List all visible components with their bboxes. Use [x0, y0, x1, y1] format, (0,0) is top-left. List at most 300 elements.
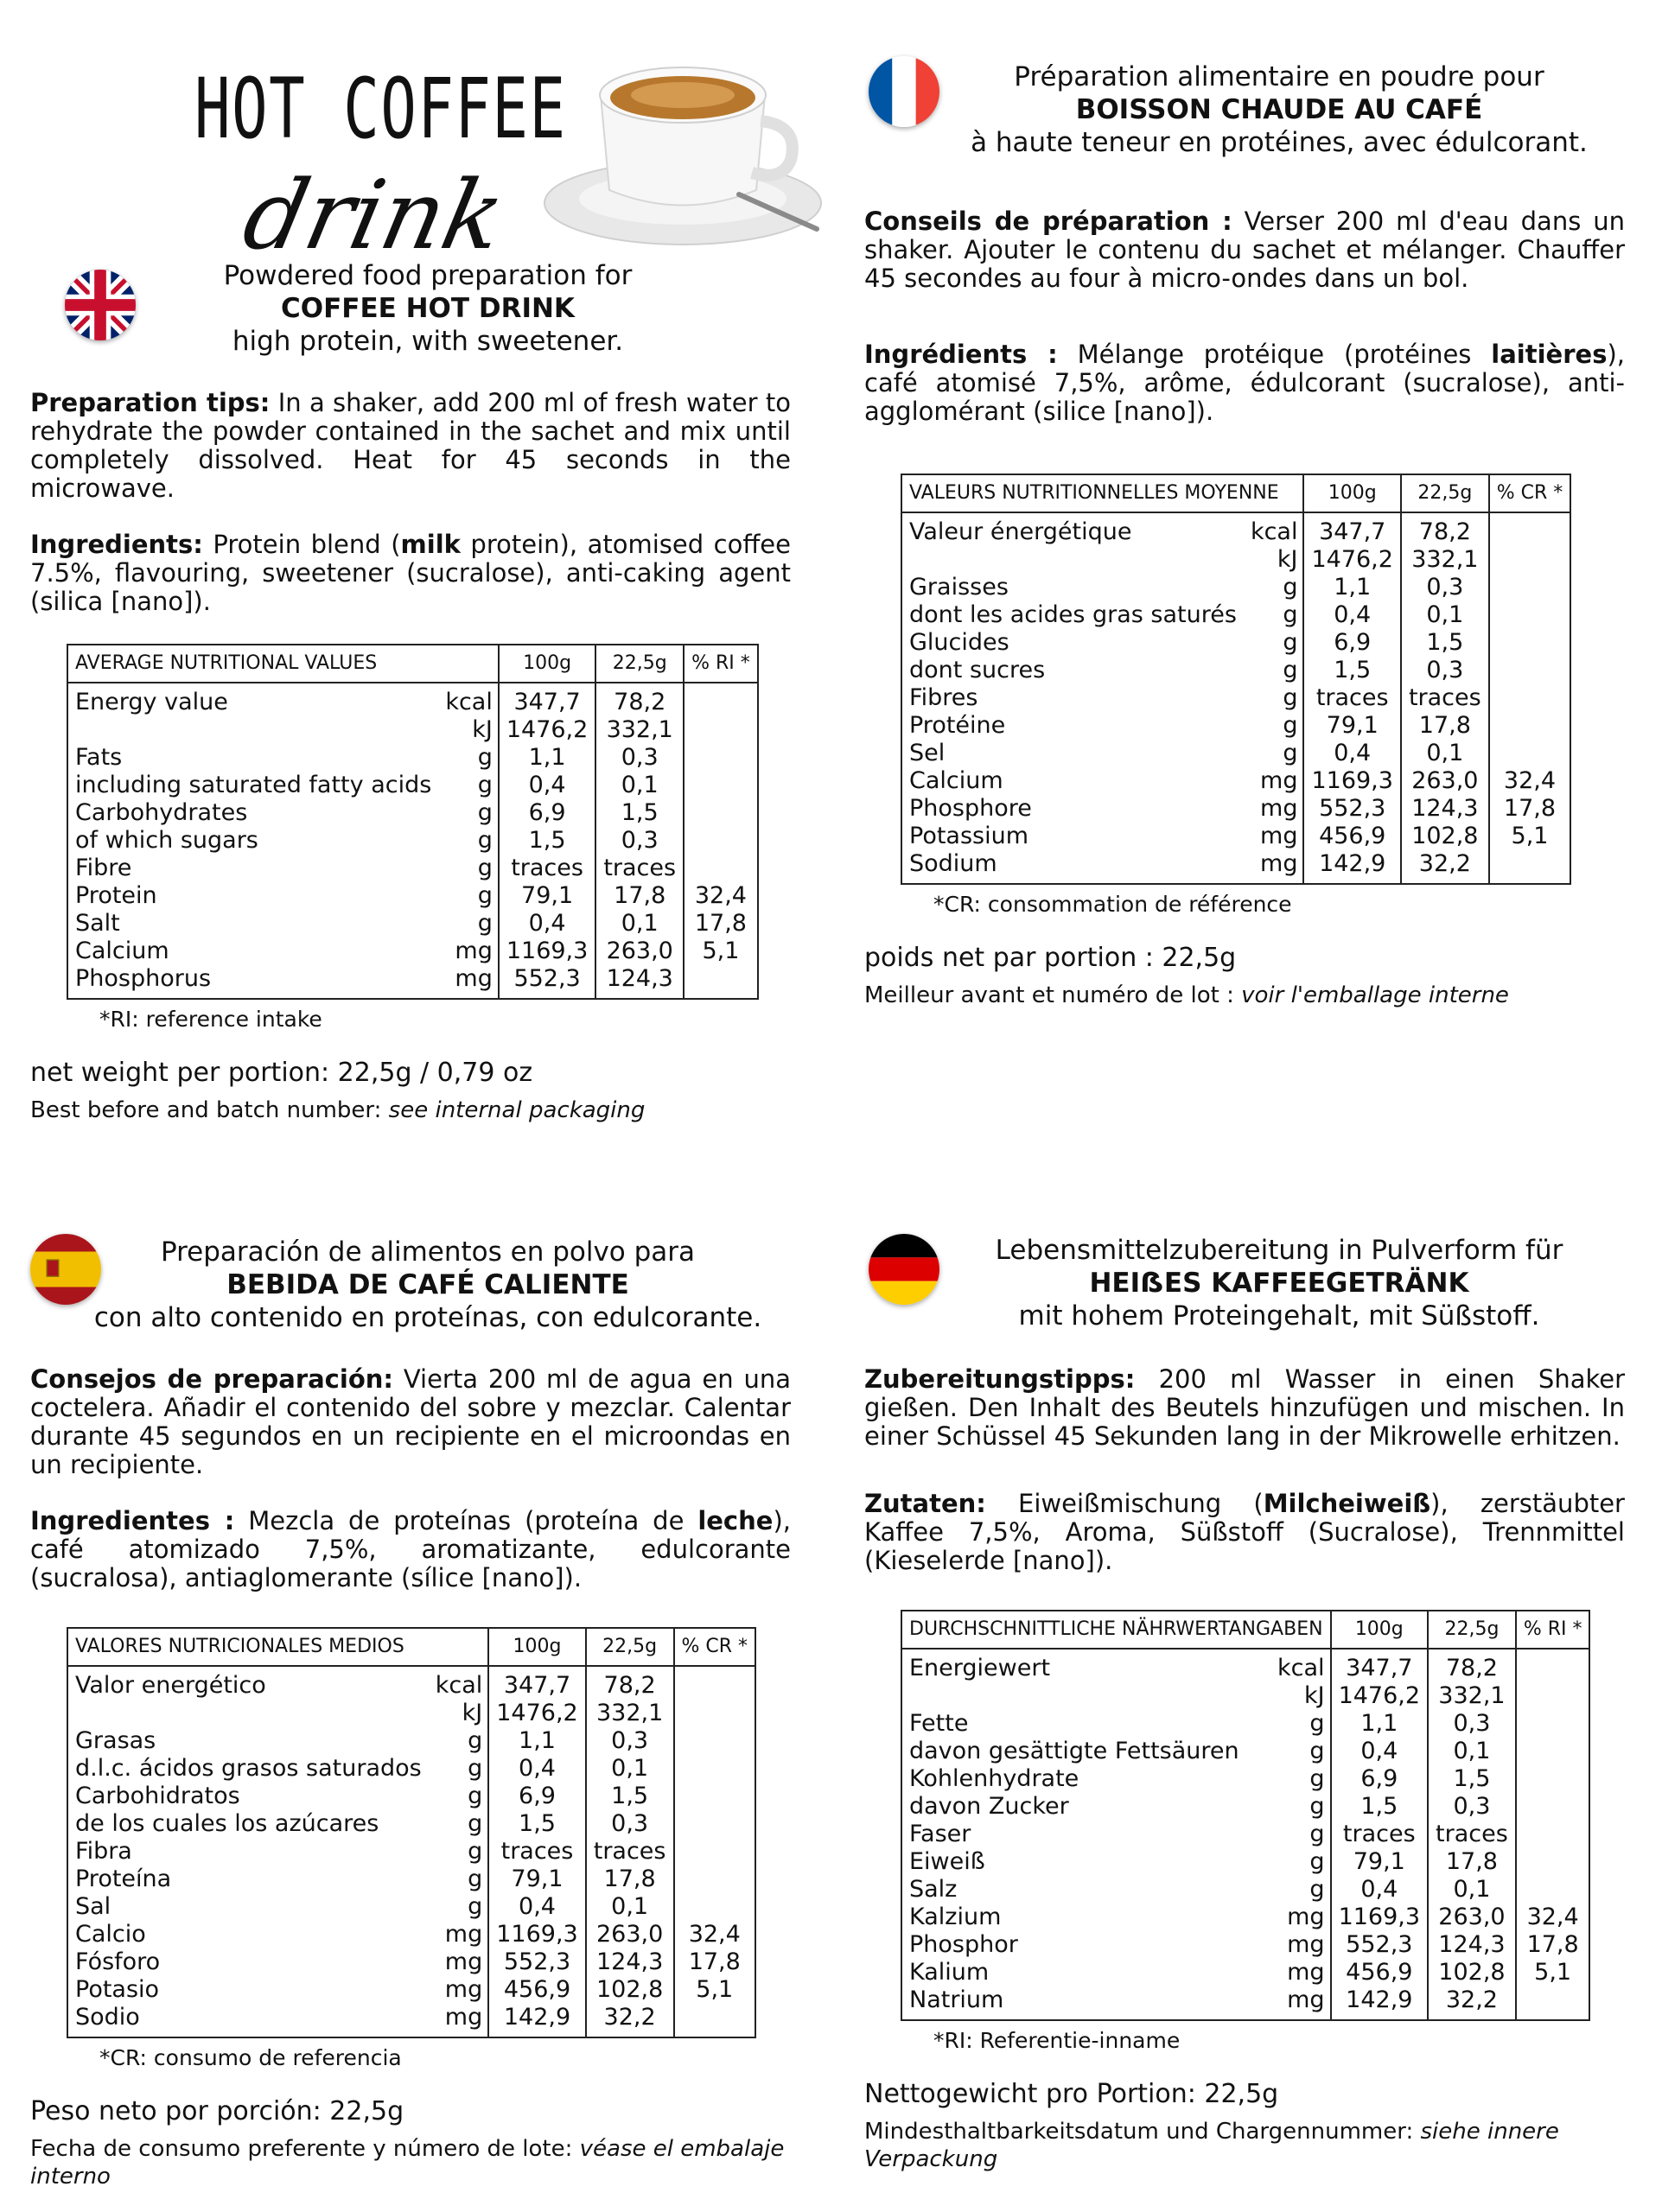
reference-intake: 5,1: [1516, 1959, 1590, 1986]
table-row: [901, 1682, 1589, 1710]
unit: kcal: [435, 1672, 483, 1699]
reference-intake: 32,4: [674, 1921, 756, 1948]
reference-intake: [674, 1810, 756, 1838]
unit: g: [477, 772, 493, 798]
nutrient-label: Salt: [67, 910, 438, 938]
prep-text: In a shaker, add 200 ml of fresh water to rehydrate the powder contained in the sachet and mix until completely dissolved. Heat for 45 seconds in the microwave.: [30, 388, 791, 503]
title-line-3: high protein, with sweetener.: [232, 326, 624, 357]
best-italic: siehe innere Verpackung: [864, 2119, 1559, 2172]
coffee-cup-image: [540, 43, 825, 251]
unit: kcal: [1277, 1655, 1325, 1681]
table-row: [901, 795, 1570, 823]
unit: kJ: [1303, 1682, 1325, 1709]
value-100g: traces: [488, 1838, 585, 1866]
value-portion: 332,1: [1428, 1682, 1516, 1710]
title-area-en: [30, 259, 791, 389]
table-row: [67, 1976, 755, 2004]
nutrient-label: [67, 1700, 429, 1727]
ing-bold: milk: [400, 530, 461, 559]
ing-label: Zutaten:: [864, 1489, 986, 1518]
value-portion: 0,3: [1401, 657, 1489, 684]
nutrient-label: including saturated fatty acids: [67, 772, 438, 799]
value-portion: 78,2: [595, 683, 684, 716]
value-100g: 1,5: [499, 827, 595, 855]
title-line-1: Lebensmittelzubereitung in Pulverform für: [995, 1235, 1563, 1266]
ing-bold: leche: [697, 1506, 774, 1535]
table-row: [67, 965, 758, 999]
table-header-0: VALEURS NUTRITIONNELLES MOYENNE: [901, 474, 1303, 512]
unit: mg: [455, 965, 493, 992]
preparation-fr: [864, 207, 1625, 293]
title-line-1: Preparación de alimentos en polvo para: [160, 1236, 696, 1268]
value-100g: 0,4: [499, 772, 595, 799]
prep-label: Preparation tips:: [30, 388, 271, 417]
nutrient-label: Potassium: [901, 823, 1244, 850]
table-row: [67, 799, 758, 827]
reference-intake: [684, 744, 758, 772]
value-100g: 552,3: [1331, 1931, 1428, 1959]
prep-text: Verser 200 ml d'eau dans un shaker. Ajouter le contenu du sachet et mélanger. Chauffer 45 secondes au four à micro-ondes dans un bol.: [864, 207, 1625, 293]
value-portion: 0,3: [1428, 1793, 1516, 1821]
best-before-de: [864, 2118, 1625, 2173]
nutrient-label: dont sucres: [901, 657, 1244, 684]
value-100g: 552,3: [499, 965, 595, 999]
prep-label: Zubereitungstipps:: [864, 1364, 1136, 1394]
value-portion: 0,3: [1401, 574, 1489, 601]
nutrient-label: Calcio: [67, 1921, 429, 1948]
nutrient-label: [67, 716, 438, 744]
reference-intake: [684, 772, 758, 799]
value-portion: 1,5: [595, 799, 684, 827]
unit: g: [468, 1755, 483, 1782]
unit: mg: [1287, 1931, 1325, 1958]
value-portion: 0,3: [1428, 1710, 1516, 1738]
value-portion: 102,8: [1428, 1959, 1516, 1986]
unit: g: [468, 1810, 483, 1837]
reference-intake: [674, 1783, 756, 1810]
section-spanish: [30, 1210, 791, 2190]
nutrient-label: Valor energético: [67, 1666, 429, 1700]
nutrient-label: Fósforo: [67, 1948, 429, 1976]
nutrient-label: Calcium: [67, 938, 438, 965]
best-before-fr: [864, 982, 1625, 1009]
value-100g: 142,9: [488, 2004, 585, 2037]
value-100g: traces: [1331, 1821, 1428, 1848]
nutrient-label: Phosphor: [901, 1931, 1267, 1959]
table-row: [901, 850, 1570, 884]
nutrient-label: davon gesättigte Fettsäuren: [901, 1738, 1267, 1765]
reference-intake: [1516, 1738, 1590, 1765]
table-row: [67, 1666, 755, 1700]
value-portion: 17,8: [586, 1866, 674, 1893]
section-french: [864, 35, 1625, 1009]
value-portion: 0,1: [1428, 1738, 1516, 1765]
reference-intake: [1516, 1848, 1590, 1876]
nutrient-label: d.l.c. ácidos grasos saturados: [67, 1755, 429, 1783]
nutrient-label: Glucides: [901, 629, 1244, 657]
logo-area: [30, 35, 791, 270]
table-row: [67, 683, 758, 716]
nutrient-label: davon Zucker: [901, 1793, 1267, 1821]
section-german: [864, 1210, 1625, 2173]
unit: g: [468, 1838, 483, 1865]
value-portion: 332,1: [1401, 546, 1489, 574]
value-portion: 17,8: [1401, 712, 1489, 740]
table-row: [67, 772, 758, 799]
nutrient-label: Fibres: [901, 684, 1244, 712]
uk-flag-icon: [65, 270, 136, 340]
unit: kJ: [1277, 546, 1298, 573]
nutrient-label: [901, 1682, 1267, 1710]
unit: g: [477, 799, 493, 826]
reference-intake: 32,4: [1516, 1904, 1590, 1931]
reference-intake: [1516, 1986, 1590, 2020]
reference-intake: [1516, 1649, 1590, 1682]
unit: g: [468, 1727, 483, 1754]
nutrient-label: Graisses: [901, 574, 1244, 601]
best-label: Fecha de consumo preferente y número de lote:: [30, 2136, 580, 2162]
table-row: [67, 744, 758, 772]
reference-intake: [674, 1866, 756, 1893]
value-100g: 347,7: [1303, 512, 1400, 546]
nutrient-label: Phosphore: [901, 795, 1244, 823]
nutrient-label: Sodio: [67, 2004, 429, 2037]
table-header-3: % RI *: [1516, 1611, 1590, 1649]
preparation-en: [30, 389, 791, 503]
table-row: [901, 629, 1570, 657]
value-100g: 142,9: [1331, 1986, 1428, 2020]
value-100g: 1,1: [1331, 1710, 1428, 1738]
reference-intake: [1489, 601, 1571, 629]
table-row: [901, 1710, 1589, 1738]
title-line-2: HEIẞES KAFFEEGETRÄNK: [1089, 1268, 1469, 1299]
ing-post: protein), atomised coffee 7.5%, flavouring, sweetener (sucralose), anti-caking agent (silica [nano]).: [30, 530, 791, 616]
nutrient-label: Sal: [67, 1893, 429, 1921]
nutrient-label: Eiweiß: [901, 1848, 1267, 1876]
unit: g: [477, 910, 493, 937]
unit: mg: [1287, 1904, 1325, 1930]
value-portion: 78,2: [1401, 512, 1489, 546]
nutrient-label: Sodium: [901, 850, 1244, 884]
ing-label: Ingrédients :: [864, 340, 1058, 369]
nutrient-label: Natrium: [901, 1986, 1267, 2020]
reference-intake: [1489, 684, 1571, 712]
title-area-de: [864, 1210, 1625, 1339]
unit: kJ: [472, 716, 493, 743]
value-portion: traces: [586, 1838, 674, 1866]
value-100g: 79,1: [488, 1866, 585, 1893]
nutrient-label: Valeur énergétique: [901, 512, 1244, 546]
net-weight-de: Nettogewicht pro Portion: 22,5g: [864, 2079, 1279, 2109]
nutrient-label: Faser: [901, 1821, 1267, 1848]
reference-intake: 17,8: [1489, 795, 1571, 823]
value-100g: 1,5: [1303, 657, 1400, 684]
table-header-1: 100g: [488, 1628, 585, 1666]
reference-intake: [674, 1727, 756, 1755]
value-100g: 456,9: [1303, 823, 1400, 850]
nutrient-label: Calcium: [901, 767, 1244, 795]
table-header-3: % CR *: [1489, 474, 1571, 512]
best-before-en: [30, 1096, 791, 1124]
ing-pre: Mélange protéique (protéines: [1057, 340, 1492, 369]
value-100g: 1476,2: [1303, 546, 1400, 574]
value-portion: 32,2: [1401, 850, 1489, 884]
table-header-2: 22,5g: [595, 645, 684, 683]
table-row: [67, 1700, 755, 1727]
title-area-fr: [864, 35, 1625, 173]
reference-intake: 5,1: [674, 1976, 756, 2004]
value-100g: 6,9: [1303, 629, 1400, 657]
reference-intake: 5,1: [1489, 823, 1571, 850]
table-header-1: 100g: [1303, 474, 1400, 512]
value-100g: 456,9: [488, 1976, 585, 2004]
table-row: [901, 512, 1570, 546]
value-portion: 0,1: [1401, 740, 1489, 767]
nutrition-table-es: [67, 1627, 756, 2038]
unit: kJ: [462, 1700, 483, 1726]
nutrient-label: Salz: [901, 1876, 1267, 1904]
nutrient-label: Carbohydrates: [67, 799, 438, 827]
prep-label: Consejos de preparación:: [30, 1364, 393, 1394]
nutrient-label: de los cuales los azúcares: [67, 1810, 429, 1838]
value-100g: 347,7: [488, 1666, 585, 1700]
reference-intake: [1489, 740, 1571, 767]
table-row: [67, 1948, 755, 1976]
value-portion: 1,5: [586, 1783, 674, 1810]
reference-intake: [674, 1893, 756, 1921]
table-row: [901, 1959, 1589, 1986]
reference-intake: [684, 799, 758, 827]
footnote-de: *RI: Referentie-inname: [933, 2028, 1181, 2053]
table-row: [67, 938, 758, 965]
unit: g: [477, 827, 493, 854]
unit: g: [468, 1893, 483, 1920]
value-portion: traces: [595, 855, 684, 882]
table-row: [67, 1921, 755, 1948]
table-row: [67, 882, 758, 910]
table-header-3: % CR *: [674, 1628, 756, 1666]
ing-post: ), café atomizado 7,5%, aromatizante, edulcorante (sucralosa), antiaglomerante (sílice [nano]).: [30, 1506, 791, 1592]
value-portion: 0,1: [1428, 1876, 1516, 1904]
best-italic: véase el embalaje interno: [30, 2136, 785, 2190]
value-portion: 263,0: [1401, 767, 1489, 795]
reference-intake: 17,8: [674, 1948, 756, 1976]
table-row: [67, 1838, 755, 1866]
value-100g: 347,7: [499, 683, 595, 716]
unit: g: [1309, 1793, 1325, 1820]
table-header-1: 100g: [1331, 1611, 1428, 1649]
nutrient-label: Fibre: [67, 855, 438, 882]
nutrient-label: Energy value: [67, 683, 438, 716]
unit: g: [1283, 684, 1298, 711]
unit: g: [477, 882, 493, 909]
table-row: [901, 684, 1570, 712]
table-row: [901, 546, 1570, 574]
ing-pre: Mezcla de proteínas (proteína de: [234, 1506, 698, 1535]
table-row: [67, 1893, 755, 1921]
table-row: [901, 1649, 1589, 1682]
unit: g: [1309, 1710, 1325, 1737]
reference-intake: [674, 1666, 756, 1700]
unit: g: [1283, 712, 1298, 739]
unit: kcal: [445, 689, 493, 715]
value-portion: 1,5: [1428, 1765, 1516, 1793]
table-row: [901, 657, 1570, 684]
value-100g: 1,5: [1331, 1793, 1428, 1821]
value-100g: 1,1: [1303, 574, 1400, 601]
value-100g: 552,3: [1303, 795, 1400, 823]
value-portion: 78,2: [586, 1666, 674, 1700]
value-portion: 124,3: [595, 965, 684, 999]
prep-text: Vierta 200 ml de agua en una coctelera. Añadir el contenido del sobre y mezclar. Calentar durante 45 segundos en un recipiente en el microondas en un recipiente.: [30, 1364, 791, 1479]
table-row: [901, 1848, 1589, 1876]
footnote-en: *RI: reference intake: [99, 1007, 322, 1032]
value-portion: 0,3: [595, 827, 684, 855]
reference-intake: [1489, 629, 1571, 657]
title-area-es: [30, 1210, 791, 1339]
table-row: [901, 1765, 1589, 1793]
table-row: [901, 601, 1570, 629]
unit: g: [477, 855, 493, 881]
value-100g: 79,1: [1303, 712, 1400, 740]
unit: g: [1283, 574, 1298, 601]
reference-intake: [1516, 1821, 1590, 1848]
table-header-2: 22,5g: [1428, 1611, 1516, 1649]
reference-intake: 32,4: [1489, 767, 1571, 795]
ing-bold: Milcheiweiß: [1263, 1489, 1431, 1518]
table-header-0: DURCHSCHNITTLICHE NÄHRWERTANGABEN: [901, 1611, 1331, 1649]
table-row: [901, 1738, 1589, 1765]
reference-intake: 32,4: [684, 882, 758, 910]
footnote-fr: *CR: consommation de référence: [933, 892, 1292, 917]
reference-intake: [1489, 574, 1571, 601]
reference-intake: [1489, 512, 1571, 546]
value-100g: 1476,2: [1331, 1682, 1428, 1710]
value-100g: 79,1: [1331, 1848, 1428, 1876]
value-100g: 1476,2: [499, 716, 595, 744]
unit: mg: [1260, 823, 1298, 849]
value-100g: 1,1: [488, 1727, 585, 1755]
reference-intake: 17,8: [684, 910, 758, 938]
title-line-2: COFFEE HOT DRINK: [281, 293, 575, 324]
nutrient-label: Proteína: [67, 1866, 429, 1893]
nutrient-label: Protein: [67, 882, 438, 910]
unit: g: [468, 1866, 483, 1892]
ing-pre: Protein blend (: [202, 530, 401, 559]
value-portion: 102,8: [586, 1976, 674, 2004]
value-portion: 263,0: [595, 938, 684, 965]
value-portion: traces: [1401, 684, 1489, 712]
unit: mg: [1260, 767, 1298, 794]
nutrition-table-de: [901, 1610, 1590, 2021]
table-row: [67, 1727, 755, 1755]
title-fr: [933, 60, 1625, 159]
value-portion: 332,1: [586, 1700, 674, 1727]
value-100g: 0,4: [1303, 740, 1400, 767]
reference-intake: [674, 1755, 756, 1783]
table-row: [67, 1783, 755, 1810]
value-100g: 6,9: [488, 1783, 585, 1810]
unit: mg: [1287, 1959, 1325, 1986]
value-100g: 6,9: [499, 799, 595, 827]
value-portion: 124,3: [1428, 1931, 1516, 1959]
table-header-0: VALORES NUTRICIONALES MEDIOS: [67, 1628, 488, 1666]
table-row: [67, 1810, 755, 1838]
nutrient-label: dont les acides gras saturés: [901, 601, 1244, 629]
value-100g: 1169,3: [488, 1921, 585, 1948]
reference-intake: [1516, 1793, 1590, 1821]
table-row: [901, 1876, 1589, 1904]
table-row: [901, 574, 1570, 601]
value-portion: 124,3: [1401, 795, 1489, 823]
reference-intake: [1516, 1682, 1590, 1710]
prep-text: 200 ml Wasser in einen Shaker gießen. Den Inhalt des Beutels hinzufügen und mischen. In einer Schüssel 45 Sekunden lang in der Mikrowelle erhitzen.: [864, 1364, 1625, 1451]
value-100g: 6,9: [1331, 1765, 1428, 1793]
section-english: [30, 35, 791, 1124]
reference-intake: [674, 2004, 756, 2037]
value-portion: 32,2: [586, 2004, 674, 2037]
table-row: [901, 712, 1570, 740]
nutrient-label: [901, 546, 1244, 574]
value-portion: 1,5: [1401, 629, 1489, 657]
nutrition-table-fr: [901, 474, 1571, 885]
reference-intake: [684, 855, 758, 882]
value-100g: 0,4: [488, 1755, 585, 1783]
unit: g: [1309, 1821, 1325, 1847]
title-line-1: Powdered food preparation for: [223, 260, 633, 291]
table-row: [901, 1821, 1589, 1848]
nutrient-label: Sel: [901, 740, 1244, 767]
value-100g: 1169,3: [1303, 767, 1400, 795]
nutrient-label: Fats: [67, 744, 438, 772]
germany-flag-icon: [869, 1234, 939, 1305]
france-flag-icon: [869, 56, 939, 127]
ingredients-es: [30, 1507, 791, 1592]
logo-hot-coffee: HOT COFFEE: [194, 60, 567, 157]
reference-intake: 17,8: [1516, 1931, 1590, 1959]
value-100g: 142,9: [1303, 850, 1400, 884]
nutrition-table-en: [67, 644, 759, 1000]
table-row: [67, 827, 758, 855]
table-row: [901, 740, 1570, 767]
best-before-es: [30, 2135, 791, 2190]
nutrient-label: of which sugars: [67, 827, 438, 855]
table-row: [67, 716, 758, 744]
ingredients-fr: [864, 340, 1625, 426]
value-portion: 0,3: [586, 1727, 674, 1755]
logo: [108, 35, 765, 294]
unit: mg: [455, 938, 493, 964]
unit: mg: [444, 1976, 483, 2003]
ing-label: Ingredientes :: [30, 1506, 235, 1535]
footnote-es: *CR: consumo de referencia: [99, 2045, 402, 2070]
title-line-2: BOISSON CHAUDE AU CAFÉ: [1075, 94, 1483, 125]
reference-intake: [684, 683, 758, 716]
nutrient-label: Potasio: [67, 1976, 429, 2004]
unit: g: [1309, 1738, 1325, 1764]
ing-post: ), café atomisé 7,5%, arôme, édulcorant (sucralose), anti-agglomérant (silice [nano]).: [864, 340, 1625, 426]
reference-intake: [684, 965, 758, 999]
table-header-1: 100g: [499, 645, 595, 683]
unit: mg: [444, 2004, 483, 2031]
value-portion: 0,3: [586, 1810, 674, 1838]
ing-bold: laitières: [1491, 340, 1608, 369]
ingredients-en: [30, 531, 791, 616]
table-row: [901, 1904, 1589, 1931]
unit: g: [1283, 629, 1298, 656]
table-row: [901, 1931, 1589, 1959]
title-line-2: BEBIDA DE CAFÉ CALIENTE: [226, 1269, 629, 1300]
